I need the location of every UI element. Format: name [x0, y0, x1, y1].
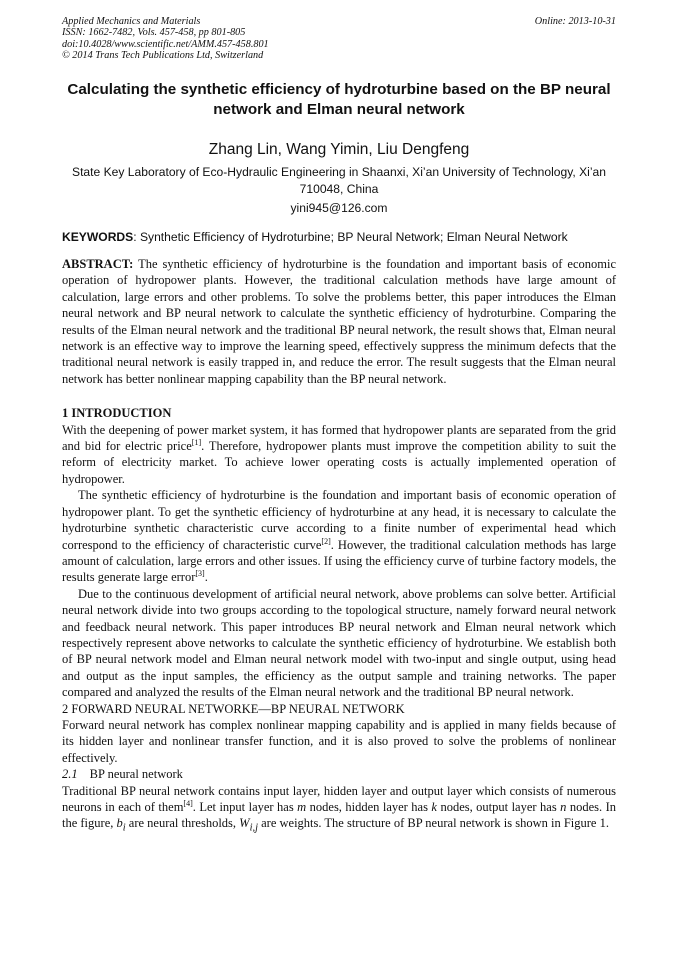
abstract-label: ABSTRACT:	[62, 257, 134, 271]
text: .	[204, 570, 208, 585]
text: . Therefore, hydropower plants must improve the competition ability to suit the reform of electricity market. To achieve lower operating costs is actually implemented operation of hydropower.	[62, 439, 616, 486]
subsection-title: BP neural network	[89, 767, 183, 782]
abstract-text: The synthetic efficiency of hydroturbine is the foundation and important basis of economic operation of hydropower plants. However, the traditional calculation methods have large amount of calculation, large errors and other problems. To solve the problems better, this paper introduces the Elman neural network and BP neural network to calculate the synthetic efficiency of hydroturbine. Comparing the results of the Elman neural network and the traditional BP neural network, the result shows that, Elman neural network is an effective way to improve the learning speed, effectively suppress the minimum defects that the traditional neural network is easily trapped in, and reduce the error. The result suggests that the Elman neural network has better nonlinear mapping capability than the BP neural network.	[62, 257, 616, 386]
text: nodes, output layer has	[436, 800, 561, 814]
text: . However, the traditional calculation methods has large amount of calculation, large errors and other issues. If using the efficiency curve of turbine factory models, the results generate large error	[62, 537, 616, 585]
intro-paragraph-1	[62, 422, 616, 488]
intro-paragraph-2	[62, 487, 616, 585]
doi-line: doi:10.4028/www.scientific.net/AMM.457-458.801	[62, 38, 269, 50]
affiliation: State Key Laboratory of Eco-Hydraulic Engineering in Shaanxi, Xi’an University of Technology, Xi’an 710048, China	[72, 165, 606, 196]
issn-line: ISSN: 1662-7482, Vols. 457-458, pp 801-805	[62, 27, 246, 39]
subsection-number: 2.1	[62, 767, 78, 782]
var-b-subscript: i	[122, 822, 126, 834]
text: The synthetic efficiency of hydroturbine is the foundation and important basis of economic operation of hydropower plant. To get the synthetic efficiency of hydroturbine at any head, it is necessary to calculate the hydroturbine synthetic characteristic curve according to a finite number of experimental head which correspond to the efficiency of characteristic curve	[62, 488, 616, 552]
keywords	[62, 229, 616, 245]
online-date: Online: 2013-10-31	[534, 16, 616, 27]
text: are weights. The structure of BP neural network is shown in Figure 1.	[257, 816, 609, 831]
text: . Let input layer has	[192, 800, 298, 814]
var-m: m	[297, 800, 307, 814]
section-1-heading: 1 INTRODUCTION	[62, 406, 172, 421]
var-b: b	[116, 816, 123, 831]
citation-2: [2]	[321, 536, 331, 546]
subsection-2-1-heading	[62, 766, 616, 782]
text: are neural thresholds,	[125, 816, 240, 831]
email: yini945@126.com	[290, 201, 388, 215]
section-2-heading: 2 FORWARD NEURAL NETWORKE—BP NEURAL NETWORK	[62, 701, 405, 716]
keywords-text: : Synthetic Efficiency of Hydroturbine; BP Neural Network; Elman Neural Network	[133, 230, 568, 244]
keywords-label: KEYWORDS	[62, 230, 134, 244]
citation-3: [3]	[195, 569, 205, 579]
text: Traditional BP neural network contains input layer, hidden layer and output layer which consists of numerous neurons in each of them	[62, 783, 616, 814]
citation-1: [1]	[191, 437, 202, 447]
var-k: k	[431, 800, 437, 814]
var-w: W	[239, 816, 250, 831]
intro-paragraph-3: Due to the continuous development of artificial neural network, above problems can solve better. Artificial neural network divide into two groups according to the topological structure, namely forward neural network and feedback neural network. This paper introduces BP neural network and Elman neural network which respectively represent above networks to calculate the synthetic efficiency of hydroturbine. We establish both of BP neural network model and Elman neural network model with two-input and single output, using head and output as the input samples, the efficiency as the output sample and training networks. The paper compared and analyzed the results of the Elman neural network and the traditional BP neural network.	[62, 586, 616, 700]
text: nodes, hidden layer has	[306, 800, 432, 814]
var-w-subscript: i,j	[249, 822, 258, 834]
citation-4: [4]	[183, 798, 193, 808]
section-2-paragraph: Forward neural network has complex nonlinear mapping capability and is applied in many fields because of its hidden layer and nonlinear transfer function, and it is also proved to solve the problems of nonlinear effectively.	[62, 717, 616, 765]
authors: Zhang Lin, Wang Yimin, Liu Dengfeng	[208, 141, 470, 158]
text: nodes. In the figure,	[62, 800, 617, 831]
copyright-line: © 2014 Trans Tech Publications Ltd, Switzerland	[62, 50, 264, 62]
text: With the deepening of power market system, it has formed that hydropower plants are separated from the grid and bid for electric price	[62, 422, 616, 454]
paper-body	[62, 256, 616, 837]
section-2-1-paragraph	[62, 783, 616, 838]
journal-name: Applied Mechanics and Materials	[62, 16, 201, 27]
journal-header	[62, 16, 616, 62]
abstract	[62, 256, 616, 387]
paper-title: Calculating the synthetic efficiency of hydroturbine based on the BP neural network and Elman neural network	[67, 81, 611, 118]
var-n: n	[560, 800, 567, 814]
